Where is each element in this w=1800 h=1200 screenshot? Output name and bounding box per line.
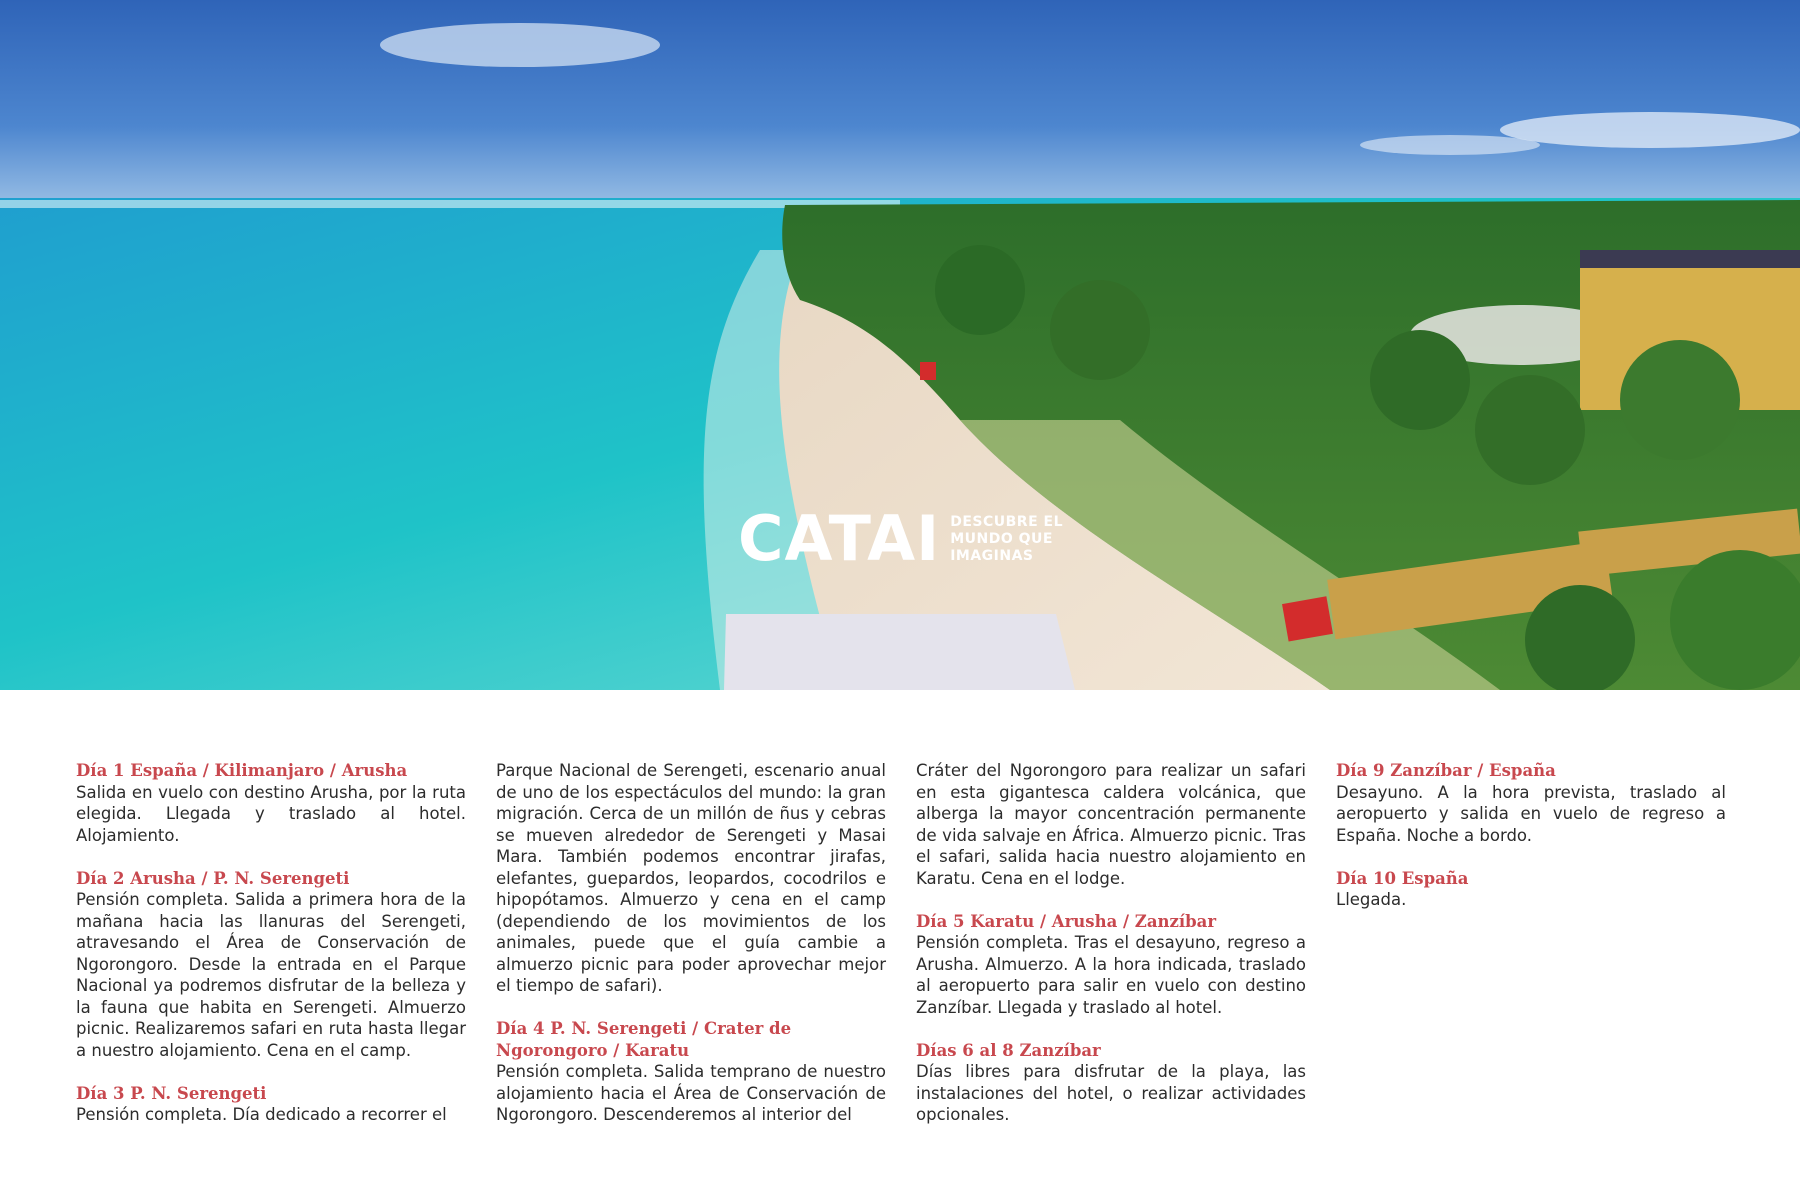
day-title: Día 1 España / Kilimanjaro / Arusha xyxy=(76,761,408,780)
day-description: Pensión completa. Día dedicado a recorrer el xyxy=(76,1105,447,1124)
day-title: Día 3 P. N. Serengeti xyxy=(76,1083,267,1103)
day-title: Día 4 P. N. Serengeti / Crater de Ngorongoro / Karatu xyxy=(496,1019,792,1060)
brand-tagline: DESCUBRE EL MUNDO QUE IMAGINAS xyxy=(950,513,1063,564)
itinerary xyxy=(76,760,1736,1180)
day-description: Pensión completa. Tras el desayuno, regreso a Arusha. Almuerzo. A la hora indicada, traslado al aeropuerto para salir en vuelo con destino Zanzíbar. Llegada y traslado al hotel. xyxy=(916,933,1306,1017)
itinerary-column-3 xyxy=(916,760,1306,1147)
day-entry xyxy=(916,1040,1306,1126)
day-entry xyxy=(76,760,466,846)
day-description: Desayuno. A la hora prevista, traslado al aeropuerto y salida en vuelo de regreso a España. Noche a bordo. xyxy=(1336,782,1726,845)
day-description: Cráter del Ngorongoro para realizar un safari en esta gigantesca caldera volcánica, que alberga la mayor concentración permanente de vida salvaje en África. Almuerzo picnic. Tras el safari, salida hacia nuestro alojamiento en Karatu. Cena en el lodge. xyxy=(916,761,1306,888)
day-title: Día 5 Karatu / Arusha / Zanzíbar xyxy=(916,911,1217,931)
day-description: Salida en vuelo con destino Arusha, por la ruta elegida. Llegada y traslado al hotel. Alojamiento. xyxy=(76,782,466,845)
day-entry xyxy=(916,911,1306,1019)
day-title: Día 9 Zanzíbar / España xyxy=(1336,761,1556,780)
day-entry xyxy=(76,868,466,1062)
day-description: Llegada. xyxy=(1336,890,1407,909)
day-description: Parque Nacional de Serengeti, escenario anual de uno de los espectáculos del mundo: la gran migración. Cerca de un millón de ñus y cebras se mueven alrededor de Serengeti y Masai Mara. También podemos encontrar jirafas, elefantes, guepardos, leopardos, cocodrilos e hipopótamos. Almuerzo y cena en el camp (dependiendo de los movimientos de los animales, puede que el guía cambie a almuerzo picnic para poder aprovechar mejor el tiempo de safari). xyxy=(496,761,886,995)
day-description: Pensión completa. Salida a primera hora de la mañana hacia las llanuras del Serengeti, atravesando el Área de Conservación de Ngorongoro. Desde la entrada en el Parque Nacional ya podremos disfrutar de la belleza y la fauna que habita en Serengeti. Almuerzo picnic. Realizaremos safari en ruta hasta llegar a nuestro alojamiento. Cena en el camp. xyxy=(76,890,466,1060)
day-entry xyxy=(1336,760,1726,846)
itinerary-column-4 xyxy=(1336,760,1726,932)
itinerary-column-1 xyxy=(76,760,466,1147)
day-description: Pensión completa. Salida temprano de nuestro alojamiento hacia el Área de Conservación de Ngorongoro. Descenderemos al interior del xyxy=(496,1062,886,1124)
day-description: Días libres para disfrutar de la playa, las instalaciones del hotel, o realizar actividades opcionales. xyxy=(916,1062,1306,1124)
day-entry xyxy=(76,1083,466,1126)
brand-name: CATAI xyxy=(738,502,941,575)
day-title: Día 10 España xyxy=(1336,868,1469,888)
day-entry xyxy=(496,1018,886,1126)
itinerary-column-2 xyxy=(496,760,886,1147)
day-title: Días 6 al 8 Zanzíbar xyxy=(916,1040,1101,1060)
catai-logo xyxy=(738,502,1063,575)
day-title: Día 2 Arusha / P. N. Serengeti xyxy=(76,868,350,888)
day-entry xyxy=(1336,868,1726,911)
day-entry xyxy=(916,760,1306,889)
day-entry xyxy=(496,760,886,997)
